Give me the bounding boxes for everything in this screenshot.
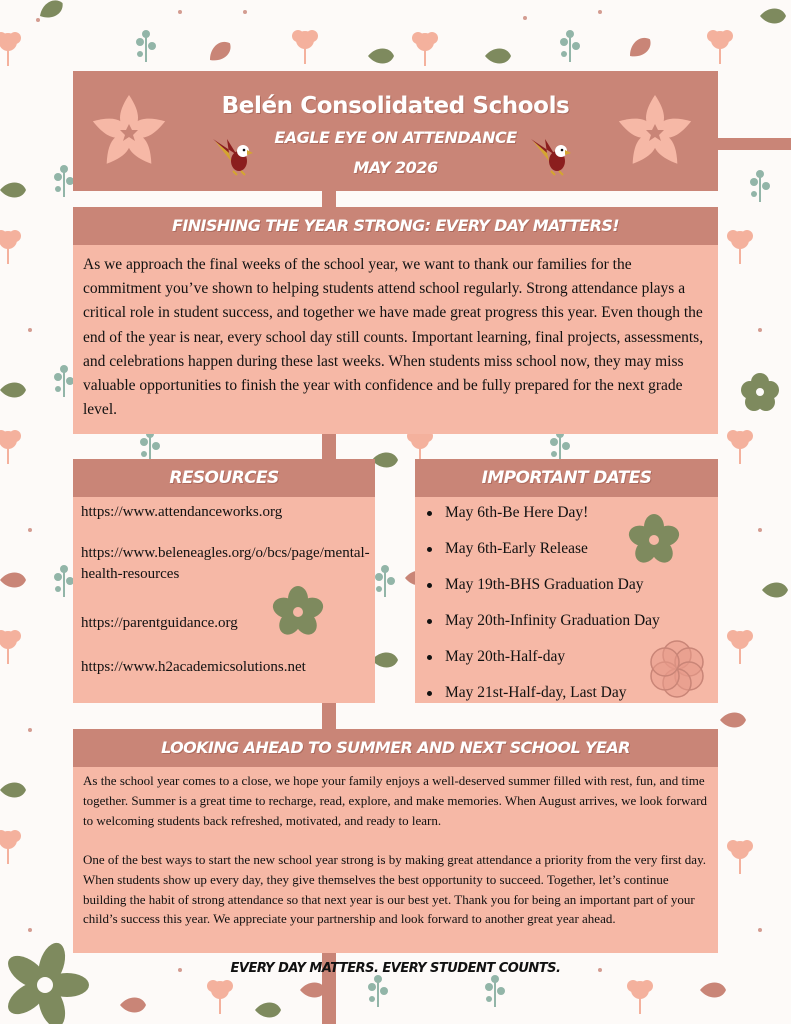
section-heading-looking-ahead: LOOKING AHEAD TO SUMMER AND NEXT SCHOOL YEAR: [73, 729, 718, 767]
vertical-pole-lower: [322, 702, 336, 730]
section-panel-finishing-year: [73, 245, 718, 434]
section-panel-looking-ahead: [73, 767, 718, 953]
list-item: May 20th-Infinity Graduation Day: [415, 611, 715, 647]
eagle-icon: [529, 131, 577, 179]
header-banner: [73, 71, 718, 191]
flower-icon: [627, 513, 681, 567]
looking-ahead-paragraph-2: One of the best ways to start the new school year strong is by making great attendance a priority from the very first day. When students show up every day, they give themselves the best opportunity to succeed. Together, let’s continue building the habit of strong attendance so that next year is our best yet. Thank you for being an important part of your child’s success this year. We appreciate your partnership and look forward to another great year ahead.: [83, 852, 706, 927]
important-dates-panel: [415, 497, 718, 703]
resources-panel: [73, 497, 375, 703]
looking-ahead-paragraph-1: As the school year comes to a close, we hope your family enjoys a well-deserved summer filled with rest, fun, and time together. Summer is a great time to recharge, read, explore, and make memories. When August arrives, we look forward to welcoming students back refreshed, motivated, and ready to learn.: [83, 773, 708, 828]
list-item: May 6th-Early Release: [415, 539, 715, 575]
section-heading-resources: RESOURCES: [73, 459, 375, 497]
resource-link-h2academic[interactable]: https://www.h2academicsolutions.net: [81, 659, 306, 675]
flower-icon: [271, 585, 325, 639]
resource-link-mental-health[interactable]: https://www.beleneagles.org/o/bcs/page/mental-health-resources: [81, 545, 370, 582]
list-item: May 6th-Be Here Day!: [415, 503, 715, 539]
resource-link-parentguidance[interactable]: https://parentguidance.org: [81, 615, 238, 631]
newsletter-subtitle: EAGLE EYE ON ATTENDANCE: [274, 128, 517, 147]
section-heading-finishing-year: FINISHING THE YEAR STRONG: EVERY DAY MATTERS!: [73, 207, 718, 245]
school-name: Belén Consolidated Schools: [221, 93, 570, 119]
finishing-year-body: As we approach the final weeks of the school year, we want to thank our families for the commitment you’ve shown to helping students attend school regularly. Strong attendance plays a critical role in student success, and together we have made great progress this year. Even though the end of the year is near, every school day still counts. Important learning, final projects, assessments, and celebrations happen during these last weeks. When students miss school now, they may miss valuable opportunities to finish the year with confidence and be fully prepared for the next grade level.: [83, 256, 704, 419]
list-item: May 19th-BHS Graduation Day: [415, 575, 715, 611]
section-heading-important-dates: IMPORTANT DATES: [415, 459, 718, 497]
flower-icon: [613, 91, 697, 175]
footer-tagline: EVERY DAY MATTERS. EVERY STUDENT COUNTS.: [230, 961, 561, 976]
list-item: May 21st-Half-day, Last Day: [415, 683, 715, 719]
resource-link-attendanceworks[interactable]: https://www.attendanceworks.org: [81, 504, 283, 520]
vertical-pole-middle: [322, 434, 336, 460]
list-item: May 20th-Half-day: [415, 647, 715, 683]
horizontal-pole-right: [716, 138, 791, 150]
flower-of-life-icon: [643, 635, 711, 703]
newsletter-date: MAY 2026: [353, 158, 438, 177]
